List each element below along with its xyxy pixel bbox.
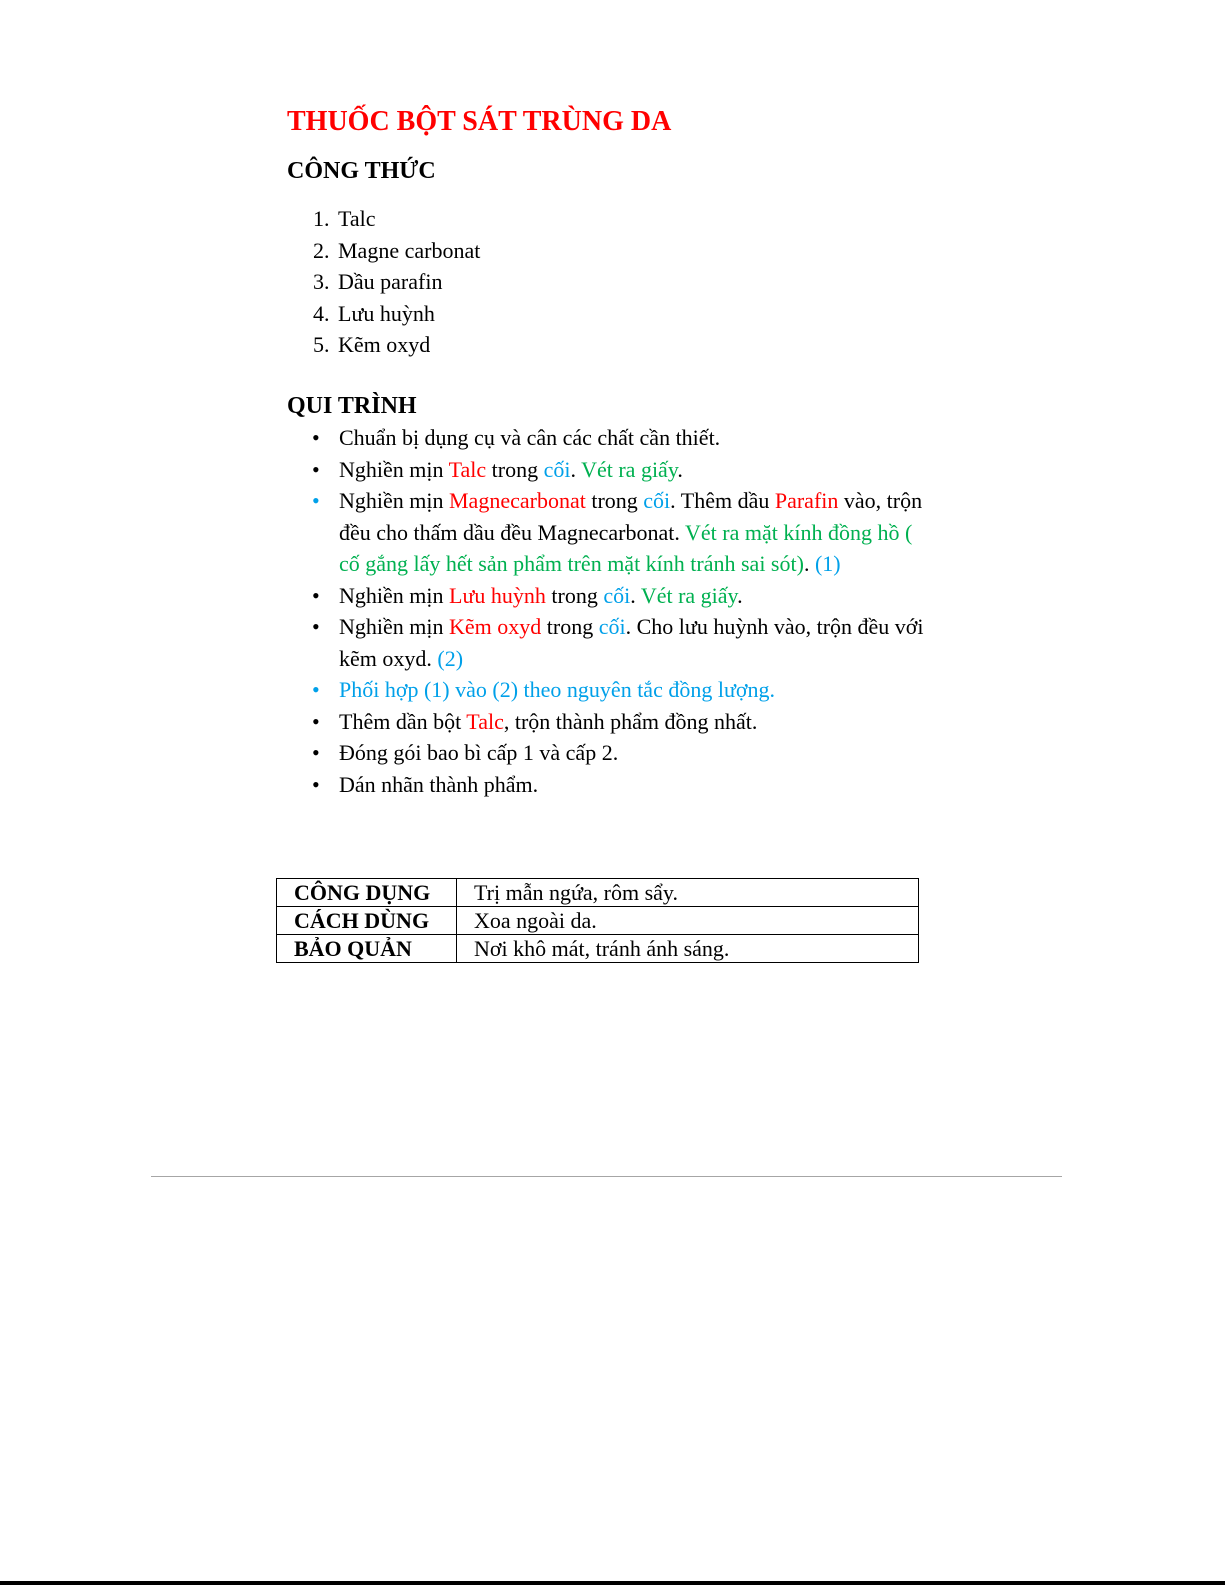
list-item-text: Talc bbox=[338, 206, 376, 231]
bullet-icon: • bbox=[312, 740, 320, 765]
step-text bbox=[339, 614, 924, 671]
bullet-icon: • bbox=[312, 614, 320, 639]
text-segment: Phối hợp (1) vào (2) theo nguyên tắc đồng lượng. bbox=[339, 677, 776, 702]
list-item-text: Dầu parafin bbox=[338, 269, 443, 294]
ingredient-text: Magnecarbonat bbox=[449, 488, 586, 513]
step-text bbox=[339, 457, 683, 482]
text-segment: vào, trộn đều cho thấm dầu đều Magnecarbonat. bbox=[339, 488, 923, 545]
action-text: Vét ra giấy bbox=[640, 582, 738, 608]
reference-label: (1) bbox=[814, 551, 841, 576]
text-segment: Thêm dần bột bbox=[339, 708, 467, 734]
text-segment: . bbox=[570, 456, 582, 482]
table-value-cell: Nơi khô mát, tránh ánh sáng. bbox=[457, 935, 919, 963]
list-item-number: 5. bbox=[313, 332, 330, 357]
bullet-icon: • bbox=[312, 425, 320, 450]
step-text bbox=[339, 677, 775, 702]
table-value-cell: Xoa ngoài da. bbox=[457, 907, 919, 935]
process-step bbox=[312, 737, 932, 769]
step-text bbox=[339, 709, 757, 734]
list-item bbox=[313, 298, 480, 330]
list-item-number: 4. bbox=[313, 300, 330, 326]
bullet-icon: • bbox=[312, 708, 320, 734]
text-segment: . bbox=[630, 582, 641, 608]
process-step bbox=[312, 485, 932, 580]
text-segment: Đóng gói bao bì cấp 1 và cấp 2. bbox=[339, 740, 619, 765]
text-segment: Nghiền mịn bbox=[339, 488, 449, 513]
formula-heading: CÔNG THỨC bbox=[287, 158, 436, 184]
text-segment: . Thêm dầu bbox=[670, 488, 775, 513]
process-steps bbox=[312, 422, 932, 800]
page-title: THUỐC BỘT SÁT TRÙNG DA bbox=[287, 106, 672, 137]
tool-text: cối bbox=[543, 456, 571, 482]
list-item-number: 3. bbox=[313, 269, 330, 294]
step-text bbox=[339, 425, 720, 450]
text-segment: . bbox=[677, 456, 683, 482]
text-segment: . bbox=[803, 551, 815, 576]
table-value-cell: Trị mẫn ngứa, rôm sẩy. bbox=[457, 879, 919, 907]
page-divider bbox=[151, 1176, 1062, 1177]
table-row bbox=[277, 907, 919, 935]
ingredient-text: Talc bbox=[466, 708, 504, 734]
text-segment: Nghiền mịn bbox=[339, 456, 449, 482]
bullet-icon: • bbox=[312, 771, 320, 797]
formula-list bbox=[313, 203, 480, 361]
process-step bbox=[312, 706, 932, 738]
text-segment: . Cho lưu huỳnh vào, trộn đều với kẽm oxyd. bbox=[339, 614, 924, 671]
action-text: Vét ra mặt kính đồng hồ ( cố gắng lấy hết sản phẩm trên mặt kính tránh sai sót) bbox=[339, 519, 913, 576]
bullet-icon: • bbox=[312, 488, 320, 513]
ingredient-text: Parafin bbox=[774, 488, 839, 513]
process-step bbox=[312, 580, 932, 612]
list-item bbox=[313, 235, 480, 267]
page-bottom-edge bbox=[0, 1581, 1225, 1585]
list-item bbox=[313, 329, 480, 361]
step-text bbox=[339, 772, 538, 797]
process-step bbox=[312, 769, 932, 801]
text-segment: trong bbox=[541, 614, 599, 639]
process-heading: QUI TRÌNH bbox=[287, 393, 417, 419]
list-item-number: 1. bbox=[313, 206, 330, 231]
process-step bbox=[312, 422, 932, 454]
step-text bbox=[339, 583, 743, 608]
text-segment: trong bbox=[545, 582, 604, 608]
table-label-cell: BẢO QUẢN bbox=[277, 935, 457, 963]
text-segment: . bbox=[737, 582, 743, 608]
table-row bbox=[277, 879, 919, 907]
bullet-icon: • bbox=[312, 582, 320, 608]
list-item-number: 2. bbox=[313, 237, 330, 263]
list-item-text: Lưu huỳnh bbox=[338, 300, 435, 326]
text-segment: trong bbox=[486, 456, 544, 482]
process-step bbox=[312, 674, 932, 706]
text-segment: Chuẩn bị dụng cụ và cân các chất cần thiết. bbox=[339, 425, 721, 450]
list-item bbox=[313, 203, 480, 235]
bullet-icon: • bbox=[312, 677, 320, 702]
usage-table bbox=[276, 878, 919, 963]
bullet-icon: • bbox=[312, 456, 320, 482]
step-text bbox=[339, 488, 922, 576]
text-segment: Nghiền mịn bbox=[339, 582, 449, 608]
table-label-cell: CÁCH DÙNG bbox=[277, 907, 457, 935]
tool-text: cối bbox=[643, 488, 671, 513]
ingredient-text: Kẽm oxyd bbox=[449, 614, 542, 639]
text-segment: Nghiền mịn bbox=[339, 614, 449, 639]
action-text: Vét ra giấy bbox=[581, 456, 678, 482]
list-item bbox=[313, 266, 480, 298]
reference-label: (2) bbox=[437, 645, 464, 671]
list-item-text: Magne carbonat bbox=[338, 237, 481, 263]
tool-text: cối bbox=[598, 614, 626, 639]
step-text bbox=[339, 740, 618, 765]
list-item-text: Kẽm oxyd bbox=[338, 332, 431, 357]
ingredient-text: Lưu huỳnh bbox=[449, 582, 546, 608]
process-step bbox=[312, 454, 932, 486]
tool-text: cối bbox=[603, 582, 631, 608]
text-segment: Dán nhãn thành phẩm. bbox=[339, 771, 539, 797]
ingredient-text: Talc bbox=[448, 456, 487, 482]
table-row bbox=[277, 935, 919, 963]
text-segment: , trộn thành phẩm đồng nhất. bbox=[503, 708, 758, 734]
process-step bbox=[312, 611, 932, 674]
table-label-cell: CÔNG DỤNG bbox=[277, 879, 457, 907]
text-segment: trong bbox=[585, 488, 644, 513]
